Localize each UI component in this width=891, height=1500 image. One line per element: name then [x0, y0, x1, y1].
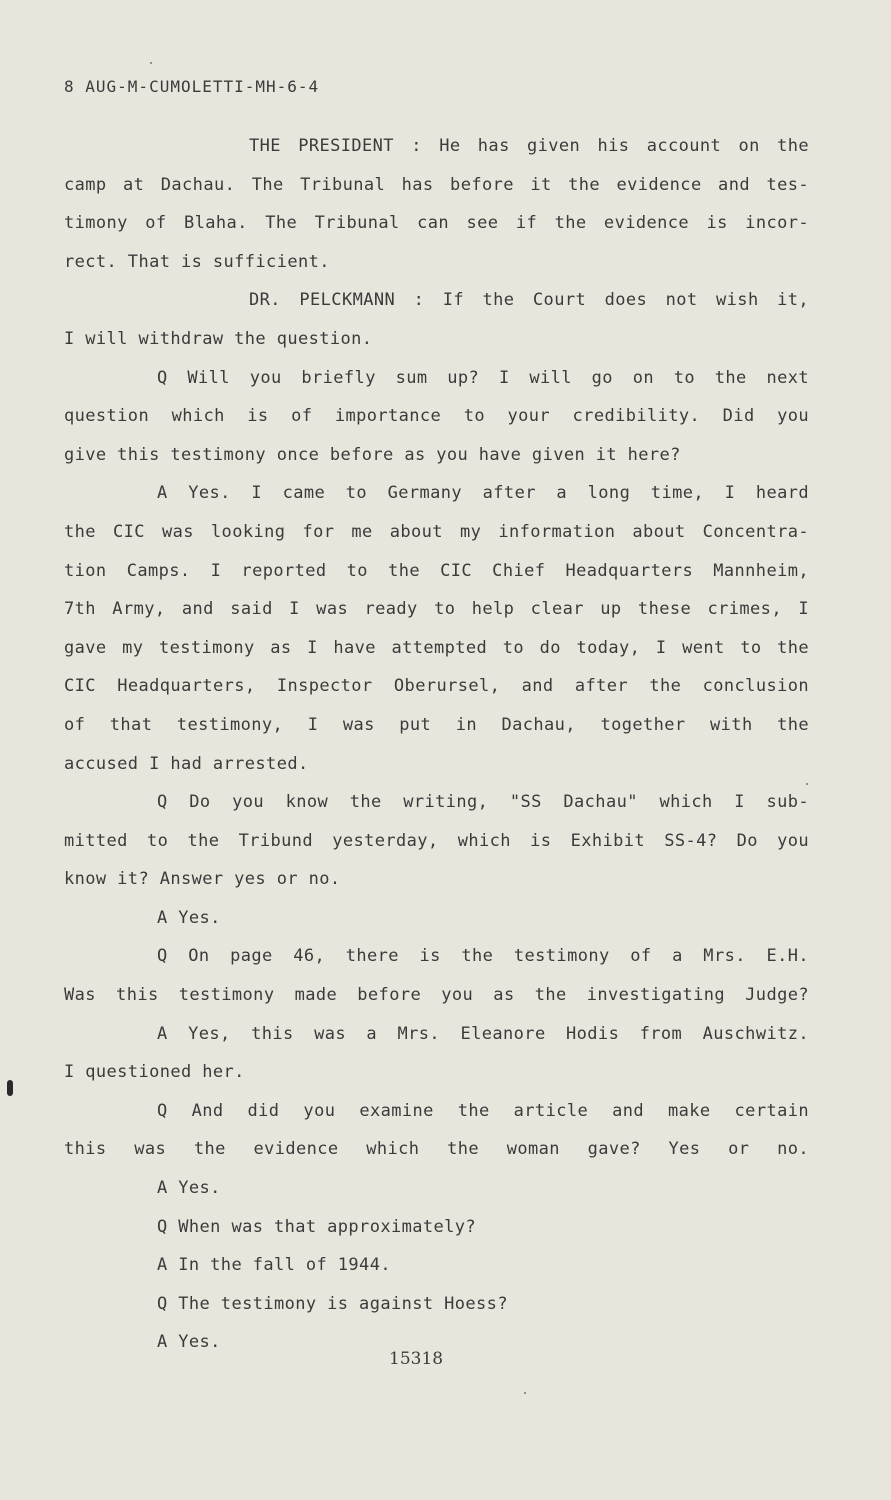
transcript-line: the CIC was looking for me about my information about Concentra-	[64, 521, 809, 542]
transcript-line: Q Will you briefly sum up? I will go on to the next	[157, 367, 809, 388]
transcript-line: A In the fall of 1944.	[157, 1255, 391, 1276]
transcript-line: of that testimony, I was put in Dachau, together with the	[64, 714, 809, 735]
document-header: 8 AUG-M-CUMOLETTI-MH-6-4	[64, 77, 320, 96]
transcript-line: rect. That is sufficient.	[64, 251, 330, 272]
transcript-line: know it? Answer yes or no.	[64, 869, 341, 890]
transcript-line: gave my testimony as I have attempted to do today, I went to the	[64, 637, 809, 658]
transcript-line: give this testimony once before as you have given it here?	[64, 444, 681, 465]
transcript-line: Q The testimony is against Hoess?	[157, 1293, 508, 1314]
transcript-line: A Yes, this was a Mrs. Eleanore Hodis from Auschwitz.	[157, 1023, 809, 1044]
transcript-line: camp at Dachau. The Tribunal has before it the evidence and tes-	[64, 174, 809, 195]
binding-mark	[7, 1080, 13, 1096]
transcript-line: A Yes.	[157, 907, 221, 928]
transcript-line: A Yes. I came to Germany after a long time, I heard	[157, 483, 809, 504]
transcript-line: I questioned her.	[64, 1062, 245, 1083]
transcript-line: DR. PELCKMANN : If the Court does not wish it,	[249, 290, 809, 311]
paper-speck	[524, 1392, 526, 1394]
paper-speck	[150, 62, 152, 64]
transcript-line: THE PRESIDENT : He has given his account on the	[249, 136, 809, 156]
transcript-line: this was the evidence which the woman gave? Yes or no.	[64, 1139, 809, 1160]
paper-speck	[806, 783, 808, 785]
transcript-body	[64, 127, 809, 1362]
transcript-line: Q And did you examine the article and make certain	[157, 1100, 809, 1121]
transcript-line: A Yes.	[157, 1332, 221, 1353]
transcript-line: Was this testimony made before you as the investigating Judge?	[64, 985, 809, 1006]
page-number: 15318	[389, 1349, 444, 1369]
transcript-line: tion Camps. I reported to the CIC Chief Headquarters Mannheim,	[64, 560, 809, 581]
transcript-line: Q On page 46, there is the testimony of a Mrs. E.H.	[157, 946, 809, 967]
transcript-line: accused I had arrested.	[64, 753, 309, 774]
transcript-line: Q When was that approximately?	[157, 1216, 477, 1237]
transcript-line: 7th Army, and said I was ready to help clear up these crimes, I	[64, 599, 809, 620]
transcript-line: timony of Blaha. The Tribunal can see if the evidence is incor-	[64, 213, 809, 234]
transcript-line: I will withdraw the question.	[64, 328, 373, 349]
transcript-line: Q Do you know the writing, "SS Dachau" which I sub-	[157, 792, 809, 813]
transcript-line: A Yes.	[157, 1178, 221, 1199]
transcript-line: CIC Headquarters, Inspector Oberursel, and after the conclusion	[64, 676, 809, 697]
transcript-line: question which is of importance to your credibility. Did you	[64, 406, 809, 427]
transcript-line: mitted to the Tribund yesterday, which is Exhibit SS-4? Do you	[64, 830, 809, 851]
